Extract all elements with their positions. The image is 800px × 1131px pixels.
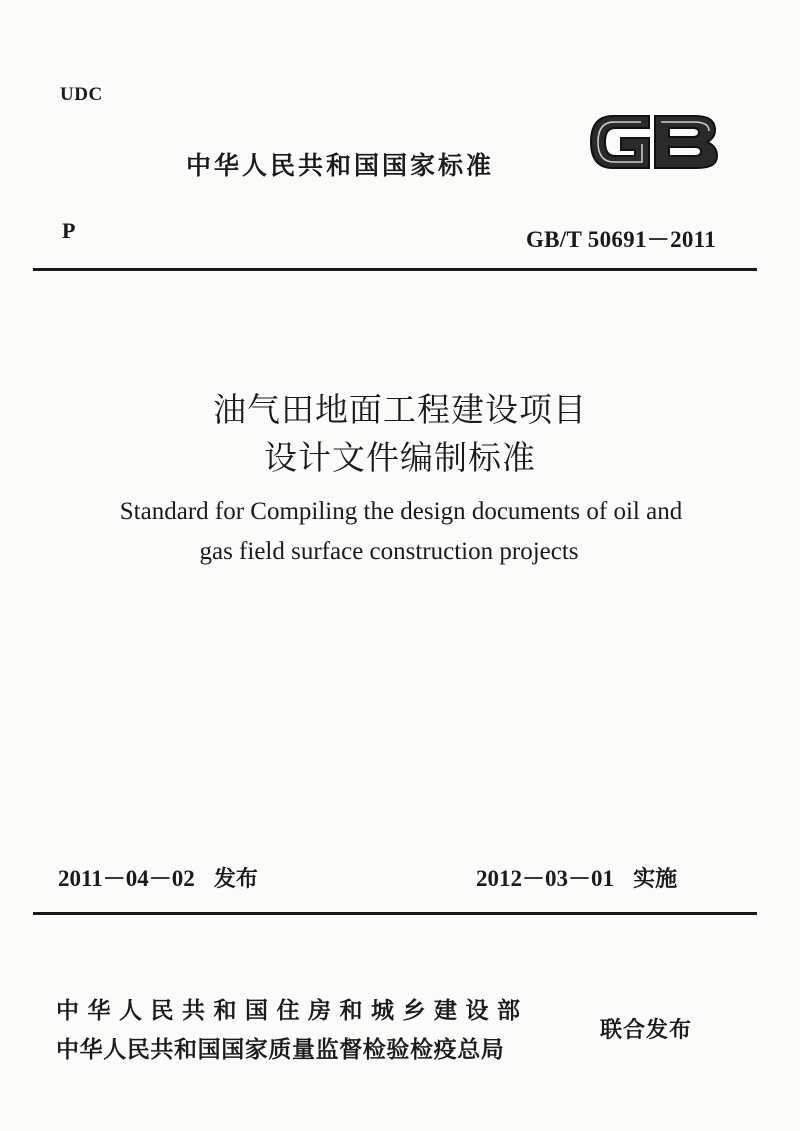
effective-date: 2012－03－01 bbox=[476, 866, 614, 891]
effective-label: 实施 bbox=[633, 867, 678, 892]
title-cn-line2: 设计文件编制标准 bbox=[264, 438, 536, 477]
issue-label: 发布 bbox=[213, 867, 258, 892]
title-en-line2: gas field surface construction projects bbox=[199, 538, 579, 565]
effective-date-block bbox=[476, 860, 677, 893]
category-code: P bbox=[62, 218, 76, 243]
joint-issue-label: 联合发布 bbox=[600, 1018, 693, 1043]
national-standard-heading: 中华人民共和国国家标准 bbox=[186, 151, 495, 180]
udc-label: UDC bbox=[60, 84, 103, 105]
standard-number: GB/T 50691－2011 bbox=[525, 227, 716, 252]
issue-date-block bbox=[58, 860, 258, 893]
issue-date: 2011－04－02 bbox=[58, 866, 195, 891]
gb-logo bbox=[583, 104, 723, 180]
bottom-divider bbox=[33, 912, 757, 915]
top-divider bbox=[33, 268, 757, 271]
issuer-aqsiq: 中华人民共和国国家质量监督检验检疫总局 bbox=[56, 1037, 505, 1063]
title-cn-line1: 油气田地面工程建设项目 bbox=[213, 390, 587, 429]
issuer-ministry: 中华人民共和国住房和城乡建设部 bbox=[56, 998, 529, 1024]
title-en-line1: Standard for Compiling the design documents of oil and bbox=[119, 498, 683, 525]
